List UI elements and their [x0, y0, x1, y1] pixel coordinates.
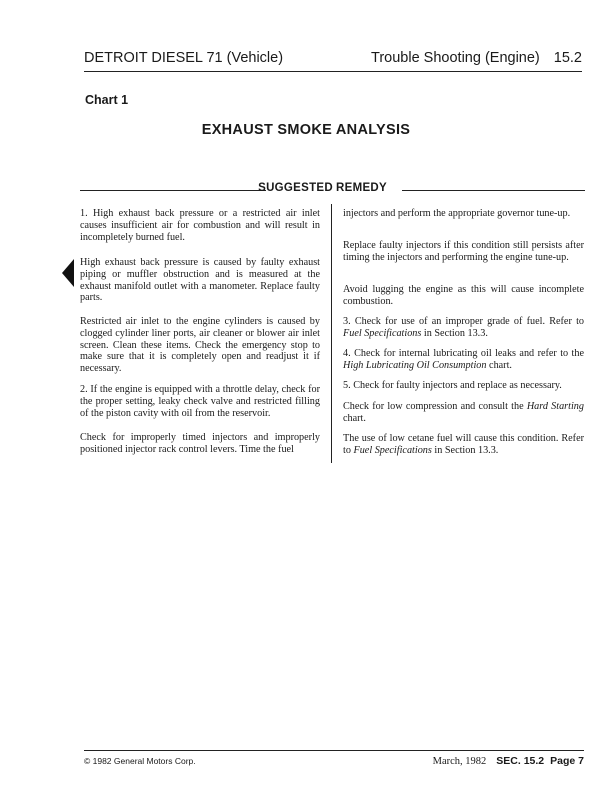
remedy-text: in Section 13.3.	[431, 444, 499, 456]
remedy-paragraph: 1. High exhaust back pressure or a restricted air inlet causes insufficient air for combustion and will result in incompletely burned fuel.	[80, 208, 320, 243]
column-divider	[331, 204, 332, 463]
remedy-rule-left	[80, 190, 266, 191]
header-rule	[84, 71, 582, 72]
remedy-heading-suggested: SUGGESTED	[258, 182, 333, 194]
remedy-paragraph: Restricted air inlet to the engine cylinders is caused by clogged cylinder liner ports, air cleaner or blower air inlet screen. Clean these items. Check the emergency stop to make sure that it is completely open and readjust it if necessary.	[80, 316, 320, 375]
remedy-heading	[80, 182, 585, 198]
remedy-paragraph: injectors and perform the appropriate governor tune-up.	[343, 208, 571, 219]
remedy-paragraph: Replace faulty injectors if this condition still persists after timing the injectors and performing the engine tune-up.	[343, 240, 584, 263]
footer-rule	[84, 750, 584, 751]
remedy-paragraph: 5. Check for faulty injectors and replace as necessary.	[343, 380, 562, 391]
remedy-paragraph	[343, 433, 584, 457]
page-title: EXHAUST SMOKE ANALYSIS	[201, 122, 411, 138]
cross-reference: Hard Starting	[526, 401, 584, 412]
page-number: Page 7	[550, 755, 584, 767]
remedy-rule-right	[402, 190, 585, 191]
cross-reference: Fuel Specifications	[343, 327, 422, 339]
section-title: Trouble Shooting (Engine)	[371, 50, 540, 66]
copyright: © 1982 General Motors Corp.	[84, 756, 196, 766]
cross-reference: Fuel Specifications	[353, 444, 432, 456]
remedy-heading-remedy: REMEDY	[336, 182, 388, 194]
remedy-paragraph	[343, 316, 584, 340]
section-heading	[371, 50, 582, 66]
remedy-paragraph: Check for improperly timed injectors and improperly positioned injector rack control levers. Time the fuel	[80, 432, 320, 455]
section-number: 15.2	[553, 50, 582, 66]
footer-info	[433, 755, 584, 767]
remedy-text: Check for low compression and consult the	[343, 401, 527, 412]
remedy-paragraph: High exhaust back pressure is caused by faulty exhaust piping or muffler obstruction and is measured at the exhaust manifold outlet with a manometer. Replace faulty parts.	[80, 257, 320, 304]
manual-title: DETROIT DIESEL 71 (Vehicle)	[84, 50, 284, 66]
remedy-text: 3. Check for use of an improper grade of fuel. Refer to	[343, 316, 584, 327]
arrow-left-icon	[62, 257, 76, 289]
remedy-text: in Section 13.3.	[421, 327, 488, 339]
publication-date: March, 1982	[432, 756, 487, 767]
remedy-paragraph: Avoid lugging the engine as this will cause incomplete combustion.	[343, 284, 584, 307]
remedy-paragraph	[343, 401, 584, 425]
cross-reference: High Lubricating Oil Consumption	[343, 359, 487, 371]
remedy-paragraph: 2. If the engine is equipped with a throttle delay, check for the proper setting, leaky check valve and restricted filling of the piston cavity with oil from the reservoir.	[80, 384, 320, 419]
remedy-text: The use of low cetane fuel will cause this condition. Refer to	[343, 433, 584, 456]
remedy-paragraph	[343, 348, 584, 372]
remedy-text: chart.	[486, 359, 512, 371]
footer-section: SEC. 15.2	[496, 755, 545, 767]
remedy-text: chart.	[343, 412, 366, 424]
page-header	[84, 50, 582, 68]
remedy-text: 4. Check for internal lubricating oil leaks and refer to the	[343, 348, 584, 359]
chart-label: Chart 1	[85, 93, 129, 107]
